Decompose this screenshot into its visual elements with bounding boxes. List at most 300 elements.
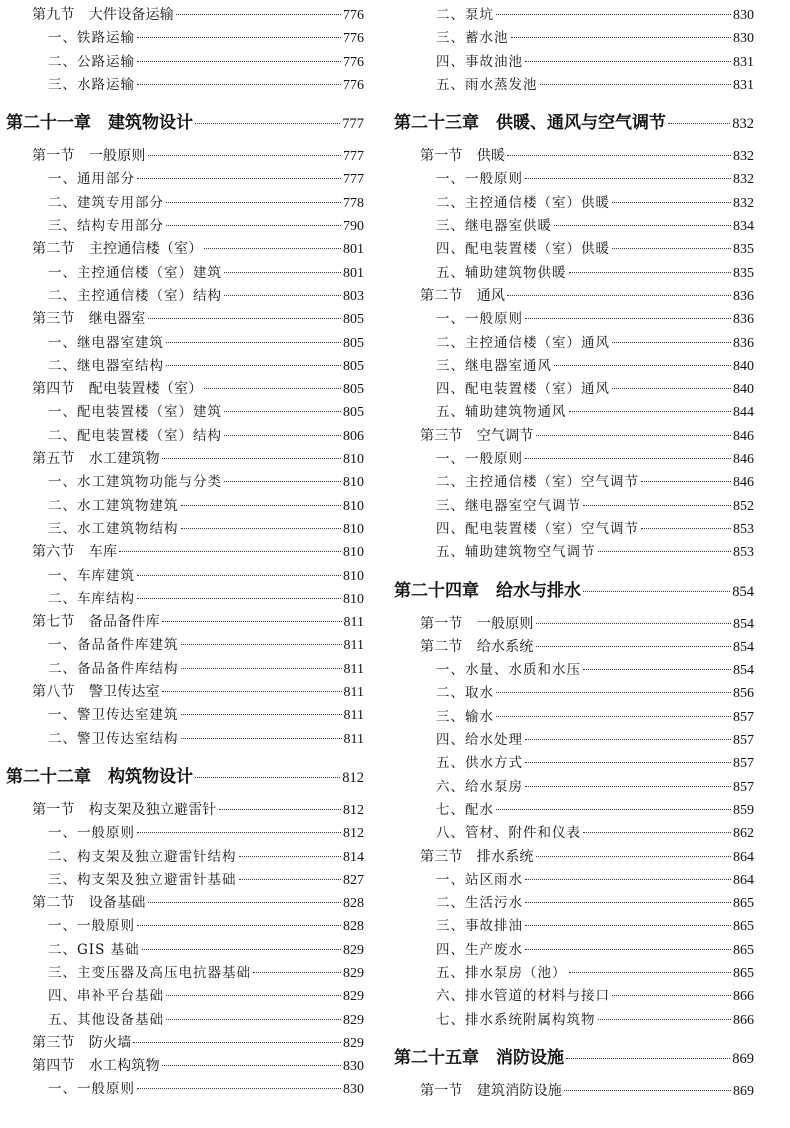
toc-section-entry[interactable] (394, 425, 754, 448)
dot-leader (583, 669, 731, 670)
toc-entry-title: 第三节 防火墙 (32, 1034, 132, 1051)
toc-subsection-entry[interactable] (394, 939, 754, 962)
dot-leader (641, 528, 731, 529)
toc-subsection-entry[interactable] (6, 588, 364, 611)
toc-right-column (394, 4, 754, 1103)
toc-page-number: 805 (343, 405, 364, 421)
toc-subsection-entry[interactable] (6, 401, 364, 424)
toc-entry-title: 一、配电装置楼（室）建筑 (48, 404, 222, 421)
toc-subsection-entry[interactable] (394, 495, 754, 518)
toc-entry-title: 第七节 备品备件库 (32, 614, 160, 631)
toc-chapter-entry[interactable] (6, 101, 364, 145)
dot-leader (166, 995, 341, 996)
toc-entry-title: 第六节 车库 (32, 544, 118, 561)
toc-entry-title: 一、站区雨水 (436, 871, 523, 888)
toc-entry-title: 一、一般原则 (48, 825, 135, 842)
toc-subsection-entry[interactable] (394, 799, 754, 822)
toc-page-number: 801 (343, 242, 364, 258)
toc-subsection-entry[interactable] (394, 869, 754, 892)
toc-subsection-entry[interactable] (6, 634, 364, 657)
toc-subsection-entry[interactable] (394, 729, 754, 752)
toc-entry-title: 一、一般原则 (48, 1081, 135, 1098)
toc-page-number: 827 (343, 872, 364, 888)
toc-subsection-entry[interactable] (6, 565, 364, 588)
toc-entry-title: 第二十一章 建筑物设计 (6, 113, 193, 134)
toc-page-number: 857 (733, 779, 754, 795)
toc-subsection-entry[interactable] (6, 869, 364, 892)
toc-entry-title: 一、一般原则 (436, 311, 523, 328)
toc-subsection-entry[interactable] (6, 822, 364, 845)
toc-entry-title: 三、输水 (436, 708, 494, 725)
toc-entry-title: 二、配电装置楼（室）结构 (48, 427, 222, 444)
toc-page-number: 806 (343, 428, 364, 444)
toc-page-number: 805 (343, 358, 364, 374)
toc-page-number: 866 (733, 1012, 754, 1028)
toc-page-number: 810 (343, 475, 364, 491)
toc-page-number: 830 (343, 1059, 364, 1075)
dot-leader (166, 225, 341, 226)
toc-page-number: 811 (343, 708, 364, 724)
dot-leader (569, 972, 732, 973)
toc-subsection-entry[interactable] (6, 1009, 364, 1032)
toc-entry-title: 第二十五章 消防设施 (394, 1047, 564, 1068)
toc-page-number: 865 (733, 942, 754, 958)
toc-subsection-entry[interactable] (394, 682, 754, 705)
dot-leader (612, 995, 731, 996)
dot-leader (612, 342, 731, 343)
toc-subsection-entry[interactable] (394, 355, 754, 378)
toc-entry-title: 二、取水 (436, 685, 494, 702)
toc-entry-title: 二、构支架及独立避雷针结构 (48, 848, 237, 865)
toc-subsection-entry[interactable] (394, 308, 754, 331)
dot-leader (204, 248, 341, 249)
toc-subsection-entry[interactable] (394, 378, 754, 401)
toc-section-entry[interactable] (6, 681, 364, 704)
toc-section-entry[interactable] (6, 308, 364, 331)
toc-subsection-entry[interactable] (6, 728, 364, 751)
toc-page-number: 776 (343, 31, 364, 47)
toc-entry-title: 三、继电器室通风 (436, 357, 552, 374)
toc-page-number: 854 (732, 583, 754, 600)
toc-entry-title: 五、供水方式 (436, 755, 523, 772)
dot-leader (204, 388, 341, 389)
toc-entry-title: 八、管材、附件和仪表 (436, 825, 581, 842)
toc-subsection-entry[interactable] (394, 518, 754, 541)
toc-entry-title: 第三节 继电器室 (32, 311, 146, 328)
toc-section-entry[interactable] (6, 611, 364, 634)
toc-page-number: 846 (733, 452, 754, 468)
toc-subsection-entry[interactable] (394, 985, 754, 1008)
toc-subsection-entry[interactable] (6, 915, 364, 938)
dot-leader (554, 365, 731, 366)
toc-entry-title: 三、结构专用部分 (48, 218, 164, 235)
toc-subsection-entry[interactable] (6, 74, 364, 97)
toc-entry-title: 六、排水管道的材料与接口 (436, 988, 610, 1005)
dot-leader (511, 37, 732, 38)
toc-page-number: 776 (343, 8, 364, 23)
toc-entry-title: 二、建筑专用部分 (48, 194, 164, 211)
toc-page-number: 853 (733, 545, 754, 561)
toc-page-number: 814 (343, 849, 364, 865)
toc-chapter-entry[interactable] (6, 755, 364, 799)
toc-page-number: 829 (343, 1035, 364, 1051)
toc-section-entry[interactable] (394, 1080, 754, 1103)
toc-chapter-entry[interactable] (394, 1036, 754, 1080)
toc-page-number: 830 (733, 8, 754, 23)
toc-subsection-entry[interactable] (394, 962, 754, 985)
toc-subsection-entry[interactable] (6, 332, 364, 355)
toc-subsection-entry[interactable] (6, 262, 364, 285)
toc-entry-title: 三、水路运输 (48, 76, 135, 93)
toc-page-number: 869 (732, 1050, 754, 1067)
dot-leader (536, 646, 731, 647)
toc-page-number: 810 (343, 498, 364, 514)
toc-chapter-entry[interactable] (394, 569, 754, 613)
toc-entry-title: 五、辅助建筑物空气调节 (436, 544, 596, 561)
toc-page-number: 865 (733, 965, 754, 981)
toc-entry-title: 二、水工建筑物建筑 (48, 497, 179, 514)
dot-leader (166, 365, 341, 366)
toc-page-number: 840 (733, 382, 754, 398)
toc-subsection-entry[interactable] (394, 915, 754, 938)
dot-leader (181, 505, 342, 506)
toc-entry-title: 一、通用部分 (48, 171, 135, 188)
toc-section-entry[interactable] (6, 4, 364, 27)
toc-section-entry[interactable] (6, 1032, 364, 1055)
toc-page-number: 853 (733, 521, 754, 537)
dot-leader (137, 1088, 341, 1089)
toc-entry-title: 三、水工建筑物结构 (48, 520, 179, 537)
toc-entry-title: 第一节 一般原则 (32, 148, 146, 165)
toc-page-number: 777 (343, 149, 364, 165)
dot-leader (224, 295, 341, 296)
toc-subsection-entry[interactable] (394, 168, 754, 191)
dot-leader (119, 551, 341, 552)
toc-subsection-entry[interactable] (394, 51, 754, 74)
toc-subsection-entry[interactable] (6, 658, 364, 681)
toc-page-number: 811 (343, 615, 364, 631)
toc-subsection-entry[interactable] (6, 518, 364, 541)
toc-section-entry[interactable] (6, 378, 364, 401)
toc-subsection-entry[interactable] (394, 892, 754, 915)
toc-subsection-entry[interactable] (6, 962, 364, 985)
toc-entry-title: 第一节 建筑消防设施 (420, 1082, 562, 1099)
dot-leader (162, 458, 341, 459)
dot-leader (181, 714, 342, 715)
toc-page-number: 835 (733, 242, 754, 258)
dot-leader (224, 272, 341, 273)
toc-entry-title: 二、主控通信楼（室）通风 (436, 334, 610, 351)
toc-entry-title: 一、备品备件库建筑 (48, 637, 179, 654)
toc-page-number: 776 (343, 77, 364, 93)
toc-page-number: 836 (733, 312, 754, 328)
dot-leader (224, 411, 341, 412)
toc-page-number: 832 (733, 195, 754, 211)
toc-page-number: 835 (733, 265, 754, 281)
toc-page-number: 846 (733, 475, 754, 491)
dot-leader (224, 435, 341, 436)
toc-subsection-entry[interactable] (394, 752, 754, 775)
toc-subsection-entry[interactable] (394, 238, 754, 261)
toc-entry-title: 五、辅助建筑物通风 (436, 404, 567, 421)
dot-leader (195, 777, 340, 778)
toc-page-number: 830 (733, 31, 754, 47)
dot-leader (496, 809, 731, 810)
toc-page-number: 776 (343, 54, 364, 70)
toc-subsection-entry[interactable] (394, 27, 754, 50)
toc-page-number: 832 (733, 172, 754, 188)
toc-entry-title: 第一节 构支架及独立避雷针 (32, 801, 217, 818)
toc-entry-title: 七、配水 (436, 801, 494, 818)
dot-leader (239, 879, 342, 880)
toc-page-number: 790 (343, 219, 364, 235)
toc-chapter-entry[interactable] (394, 101, 754, 145)
dot-leader (496, 14, 731, 15)
dot-leader (525, 879, 731, 880)
toc-page-number: 865 (733, 896, 754, 912)
toc-section-entry[interactable] (6, 448, 364, 471)
toc-entry-title: 第一节 一般原则 (420, 615, 534, 632)
toc-page-number: 846 (733, 428, 754, 444)
toc-page-number: 844 (733, 405, 754, 421)
toc-subsection-entry[interactable] (6, 471, 364, 494)
toc-subsection-entry[interactable] (394, 471, 754, 494)
toc-entry-title: 四、配电装置楼（室）供暖 (436, 241, 610, 258)
dot-leader (525, 762, 731, 763)
toc-page-number: 811 (343, 685, 364, 701)
toc-subsection-entry[interactable] (394, 215, 754, 238)
toc-subsection-entry[interactable] (6, 192, 364, 215)
dot-leader (507, 155, 731, 156)
dot-leader (239, 856, 342, 857)
toc-entry-title: 三、继电器室空气调节 (436, 497, 581, 514)
dot-leader (181, 668, 342, 669)
toc-page-number: 805 (343, 335, 364, 351)
dot-leader (525, 949, 731, 950)
toc-entry-title: 第二十二章 构筑物设计 (6, 766, 193, 787)
dot-leader (612, 202, 731, 203)
toc-subsection-entry[interactable] (394, 541, 754, 564)
toc-page-number: 836 (733, 335, 754, 351)
toc-subsection-entry[interactable] (6, 495, 364, 518)
toc-entry-title: 四、给水处理 (436, 732, 523, 749)
toc-page-number: 854 (733, 663, 754, 679)
dot-leader (224, 481, 341, 482)
dot-leader (137, 598, 341, 599)
toc-page-number: 854 (733, 616, 754, 632)
dot-leader (137, 61, 341, 62)
toc-section-entry[interactable] (6, 799, 364, 822)
dot-leader (569, 411, 732, 412)
dot-leader (668, 123, 730, 124)
toc-page-number: 778 (343, 195, 364, 211)
toc-page-number: 805 (343, 312, 364, 328)
dot-leader (181, 528, 342, 529)
toc-subsection-entry[interactable] (6, 1078, 364, 1101)
toc-page-number: 862 (733, 826, 754, 842)
toc-subsection-entry[interactable] (394, 822, 754, 845)
toc-page-number: 812 (343, 826, 364, 842)
toc-subsection-entry[interactable] (394, 448, 754, 471)
toc-entry-title: 四、串补平台基础 (48, 988, 164, 1005)
dot-leader (525, 925, 731, 926)
toc-entry-title: 三、蓄水池 (436, 30, 509, 47)
dot-leader (564, 1090, 731, 1091)
toc-subsection-entry[interactable] (6, 215, 364, 238)
dot-leader (253, 972, 341, 973)
toc-page-number: 859 (733, 802, 754, 818)
toc-subsection-entry[interactable] (394, 706, 754, 729)
dot-leader (162, 691, 342, 692)
toc-section-entry[interactable] (394, 145, 754, 168)
toc-entry-title: 第二节 主控通信楼（室） (32, 241, 203, 258)
toc-page-number: 857 (733, 709, 754, 725)
toc-entry-title: 六、给水泵房 (436, 778, 523, 795)
dot-leader (137, 575, 341, 576)
toc-page-number: 840 (733, 358, 754, 374)
toc-entry-title: 第三节 空气调节 (420, 427, 534, 444)
dot-leader (536, 623, 731, 624)
dot-leader (525, 786, 731, 787)
toc-page-number: 854 (733, 639, 754, 655)
toc-entry-title: 二、车库结构 (48, 590, 135, 607)
dot-leader (583, 832, 731, 833)
dot-leader (496, 716, 731, 717)
toc-section-entry[interactable] (394, 285, 754, 308)
toc-section-entry[interactable] (394, 636, 754, 659)
toc-subsection-entry[interactable] (394, 1009, 754, 1032)
toc-subsection-entry[interactable] (6, 704, 364, 727)
toc-entry-title: 二、主控通信楼（室）空气调节 (436, 474, 639, 491)
dot-leader (525, 739, 731, 740)
toc-page-number: 829 (343, 965, 364, 981)
toc-entry-title: 五、其他设备基础 (48, 1011, 164, 1028)
toc-section-entry[interactable] (6, 892, 364, 915)
toc-entry-title: 五、辅助建筑物供暖 (436, 264, 567, 281)
toc-entry-title: 一、一般原则 (436, 451, 523, 468)
toc-entry-title: 第二十四章 给水与排水 (394, 580, 581, 601)
toc-section-entry[interactable] (6, 238, 364, 261)
toc-page-number: 812 (342, 769, 364, 786)
toc-subsection-entry[interactable] (6, 985, 364, 1008)
toc-subsection-entry[interactable] (394, 659, 754, 682)
dot-leader (598, 1019, 732, 1020)
toc-entry-title: 二、泵坑 (436, 7, 494, 23)
toc-page-number: 810 (343, 452, 364, 468)
toc-page-number: 834 (733, 219, 754, 235)
toc-subsection-entry[interactable] (394, 192, 754, 215)
toc-page-number: 831 (733, 77, 754, 93)
toc-page-number: 832 (732, 116, 754, 133)
dot-leader (569, 272, 732, 273)
dot-leader (133, 1042, 341, 1043)
dot-leader (148, 902, 341, 903)
dot-leader (566, 1058, 730, 1059)
toc-entry-title: 一、主控通信楼（室）建筑 (48, 264, 222, 281)
toc-subsection-entry[interactable] (6, 51, 364, 74)
dot-leader (148, 318, 341, 319)
toc-page-number: 828 (343, 896, 364, 912)
toc-entry-title: 二、警卫传达室结构 (48, 730, 179, 747)
dot-leader (612, 388, 731, 389)
toc-page-number: 801 (343, 265, 364, 281)
dot-leader (181, 644, 342, 645)
dot-leader (195, 123, 340, 124)
toc-subsection-entry[interactable] (6, 285, 364, 308)
toc-subsection-entry[interactable] (6, 846, 364, 869)
toc-section-entry[interactable] (394, 613, 754, 636)
toc-entry-title: 三、继电器室供暖 (436, 218, 552, 235)
toc-subsection-entry[interactable] (6, 355, 364, 378)
toc-subsection-entry[interactable] (394, 776, 754, 799)
dot-leader (162, 1065, 341, 1066)
toc-subsection-entry[interactable] (394, 74, 754, 97)
toc-page-number: 811 (343, 661, 364, 677)
toc-entry-title: 第二节 通风 (420, 287, 506, 304)
dot-leader (536, 856, 731, 857)
toc-page-number: 852 (733, 498, 754, 514)
toc-entry-title: 第八节 警卫传达室 (32, 684, 160, 701)
toc-subsection-entry[interactable] (6, 939, 364, 962)
dot-leader (166, 1019, 341, 1020)
toc-entry-title: 二、生活污水 (436, 895, 523, 912)
toc-subsection-entry[interactable] (394, 401, 754, 424)
toc-entry-title: 第九节 大件设备运输 (32, 7, 174, 23)
toc-section-entry[interactable] (6, 145, 364, 168)
dot-leader (137, 832, 341, 833)
dot-leader (525, 318, 731, 319)
toc-subsection-entry[interactable] (394, 4, 754, 27)
dot-leader (496, 692, 731, 693)
dot-leader (176, 14, 341, 15)
toc-entry-title: 二、GIS 基础 (48, 941, 140, 958)
toc-subsection-entry[interactable] (6, 27, 364, 50)
toc-page-number: 866 (733, 989, 754, 1005)
toc-entry-title: 二、公路运输 (48, 53, 135, 70)
toc-entry-title: 四、配电装置楼（室）空气调节 (436, 520, 639, 537)
dot-leader (181, 738, 342, 739)
dot-leader (137, 178, 341, 179)
toc-entry-title: 第二十三章 供暖、通风与空气调节 (394, 113, 666, 134)
toc-entry-title: 二、继电器室结构 (48, 357, 164, 374)
toc-entry-title: 二、主控通信楼（室）结构 (48, 287, 222, 304)
toc-subsection-entry[interactable] (394, 332, 754, 355)
toc-entry-title: 二、备品备件库结构 (48, 660, 179, 677)
toc-page-number: 812 (343, 802, 364, 818)
toc-entry-title: 一、继电器室建筑 (48, 334, 164, 351)
toc-subsection-entry[interactable] (394, 262, 754, 285)
toc-subsection-entry[interactable] (6, 168, 364, 191)
toc-section-entry[interactable] (6, 1055, 364, 1078)
toc-section-entry[interactable] (394, 846, 754, 869)
toc-subsection-entry[interactable] (6, 425, 364, 448)
toc-page-number: 857 (733, 733, 754, 749)
toc-page-number: 869 (733, 1083, 754, 1099)
dot-leader (137, 84, 341, 85)
toc-page-number: 829 (343, 1012, 364, 1028)
toc-entry-title: 一、警卫传达室建筑 (48, 707, 179, 724)
toc-page-number: 810 (343, 521, 364, 537)
toc-section-entry[interactable] (6, 541, 364, 564)
dot-leader (536, 435, 731, 436)
toc-page-number: 865 (733, 919, 754, 935)
toc-entry-title: 一、水工建筑物功能与分类 (48, 474, 222, 491)
toc-entry-title: 第三节 排水系统 (420, 848, 534, 865)
toc-page-number: 864 (733, 872, 754, 888)
toc-entry-title: 二、主控通信楼（室）供暖 (436, 194, 610, 211)
toc-entry-title: 第五节 水工建筑物 (32, 451, 160, 468)
dot-leader (219, 809, 341, 810)
